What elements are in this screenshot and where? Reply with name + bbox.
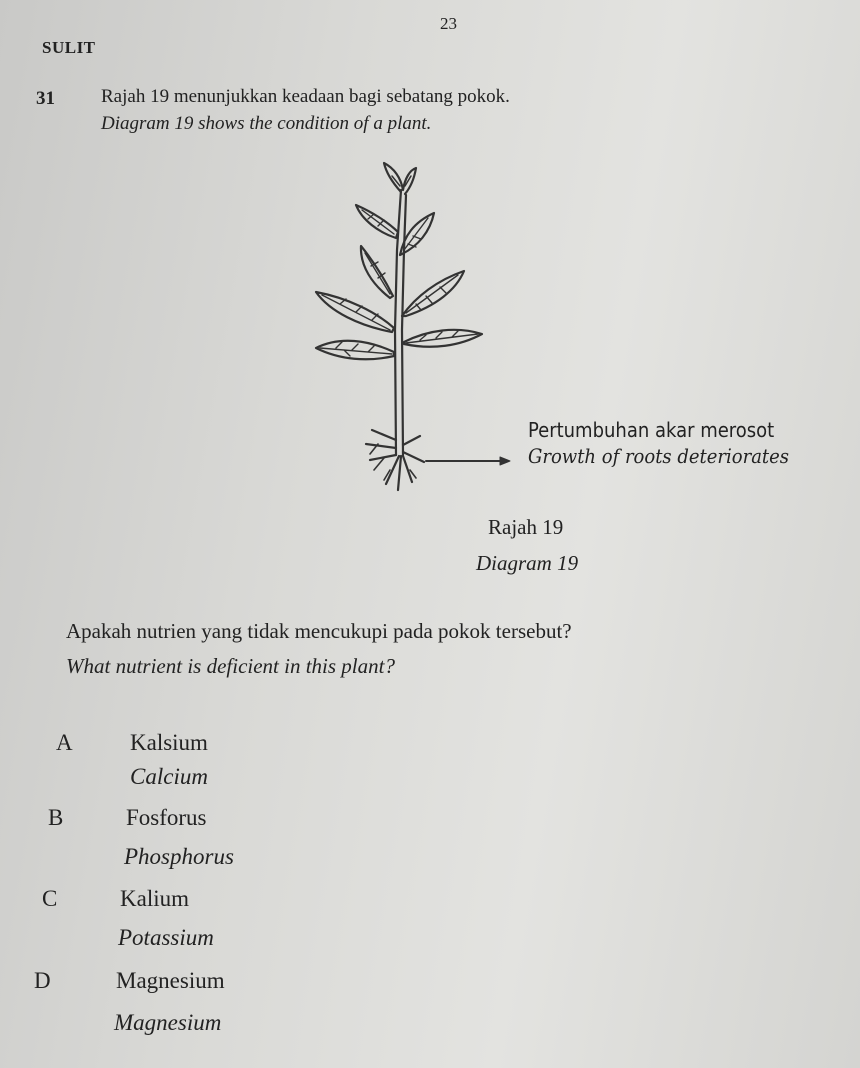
option-a-letter[interactable]: A — [56, 730, 73, 755]
classification-label: SULIT — [42, 38, 96, 57]
figure-caption-ms: Rajah 19 — [488, 515, 564, 539]
figure-caption-en: Diagram 19 — [476, 551, 579, 575]
question-text-ms: Rajah 19 menunjukkan keadaan bagi sebatang pokok. — [101, 86, 510, 107]
option-d-text-en[interactable]: Magnesium — [114, 1010, 222, 1035]
option-b-text-en[interactable]: Phosphorus — [124, 844, 234, 869]
option-a-text-ms[interactable]: Kalsium — [130, 730, 208, 755]
option-c-text-en[interactable]: Potassium — [118, 925, 214, 950]
question-text-en: Diagram 19 shows the condition of a plant. — [101, 113, 432, 134]
prompt-text-en: What nutrient is deficient in this plant? — [66, 654, 395, 678]
question-number: 31 — [36, 88, 55, 109]
option-b-text-ms[interactable]: Fosforus — [126, 805, 207, 830]
option-a-text-en[interactable]: Calcium — [130, 764, 208, 789]
option-d-text-ms[interactable]: Magnesium — [116, 968, 225, 993]
leaf-left-4 — [316, 341, 394, 360]
plant-roots — [366, 430, 424, 490]
option-c-letter[interactable]: C — [42, 886, 58, 911]
option-d-letter[interactable]: D — [34, 968, 51, 993]
option-b-letter[interactable]: B — [48, 805, 64, 830]
root-label-en: Growth of roots deteriorates — [528, 444, 790, 468]
prompt-text-ms: Apakah nutrien yang tidak mencukupi pada pokok tersebut? — [66, 619, 572, 643]
option-c-text-ms[interactable]: Kalium — [120, 886, 189, 911]
top-bud — [384, 163, 416, 194]
root-label-ms: Pertumbuhan akar merosot — [528, 418, 775, 442]
page-number: 23 — [440, 14, 457, 33]
